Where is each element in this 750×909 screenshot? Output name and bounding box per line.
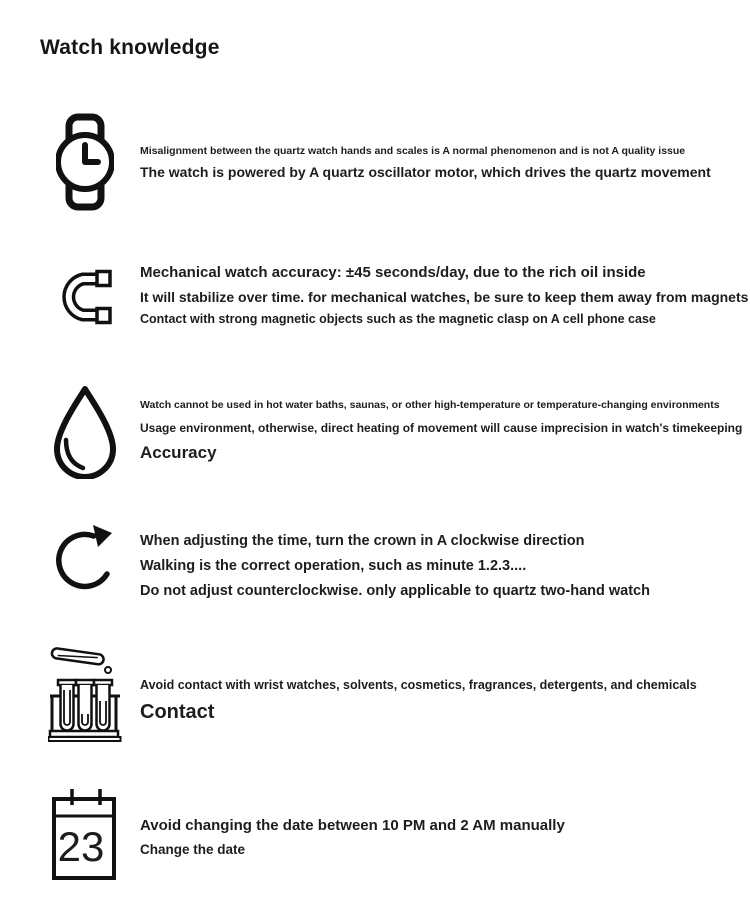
section-icon-column — [30, 520, 140, 600]
clockwise-arrow-icon — [55, 520, 115, 600]
section-icon-column — [30, 113, 140, 211]
section-text-line: Contact — [140, 700, 215, 723]
section-text-line: Avoid changing the date between 10 PM and 2 AM manually — [140, 817, 565, 834]
section-water-temperature — [30, 383, 743, 479]
calendar-day-number: 23 — [57, 823, 105, 870]
calendar-icon — [50, 786, 120, 882]
section-text-column — [140, 113, 734, 189]
section-text-line: Avoid contact with wrist watches, solvents, cosmetics, fragrances, detergents, and chemicals — [140, 678, 697, 692]
section-magnetism — [30, 262, 749, 335]
section-text-line: Usage environment, otherwise, direct heating of movement will cause imprecision in watch's timekeeping — [140, 421, 743, 436]
wristwatch-icon — [56, 113, 114, 211]
test-tubes-icon — [48, 643, 122, 745]
section-icon-column — [30, 383, 140, 479]
section-text-column — [140, 643, 734, 732]
section-text-line: Walking is the correct operation, such as minute 1.2.3.... — [140, 558, 527, 575]
section-icon-column — [30, 643, 140, 745]
section-date-change — [30, 786, 734, 882]
section-text-line: When adjusting the time, turn the crown in A clockwise direction — [140, 533, 585, 549]
section-text-line: Accuracy — [140, 443, 217, 463]
section-chemical-contact — [30, 643, 734, 745]
section-text-line: Misalignment between the quartz watch hands and scales is A normal phenomenon and is not A quality issue — [140, 145, 686, 157]
section-text-line: The watch is powered by A quartz oscillator motor, which drives the quartz movement — [140, 164, 711, 181]
section-text-line: Watch cannot be used in hot water baths, saunas, or other high-temperature or temperature-changing environments — [140, 399, 720, 411]
section-text-column — [140, 520, 734, 607]
water-drop-icon — [52, 383, 118, 479]
page-title: Watch knowledge — [40, 36, 220, 59]
section-text-column — [140, 786, 734, 866]
section-quartz-movement — [30, 113, 734, 211]
section-text-line: Change the date — [140, 841, 246, 857]
magnet-icon — [53, 268, 117, 326]
section-text-line: Contact with strong magnetic objects such as the magnetic clasp on A cell phone case — [140, 312, 656, 327]
section-text-line: It will stabilize over time. for mechanical watches, be sure to keep them away from magnets — [140, 288, 749, 305]
section-icon-column — [30, 262, 140, 326]
section-text-column — [140, 383, 743, 470]
section-text-column — [140, 262, 749, 335]
section-text-line: Mechanical watch accuracy: ±45 seconds/day, due to the rich oil inside — [140, 264, 646, 281]
section-time-adjustment — [30, 520, 734, 607]
section-text-line: Do not adjust counterclockwise. only applicable to quartz two-hand watch — [140, 583, 650, 600]
section-icon-column — [30, 786, 140, 882]
